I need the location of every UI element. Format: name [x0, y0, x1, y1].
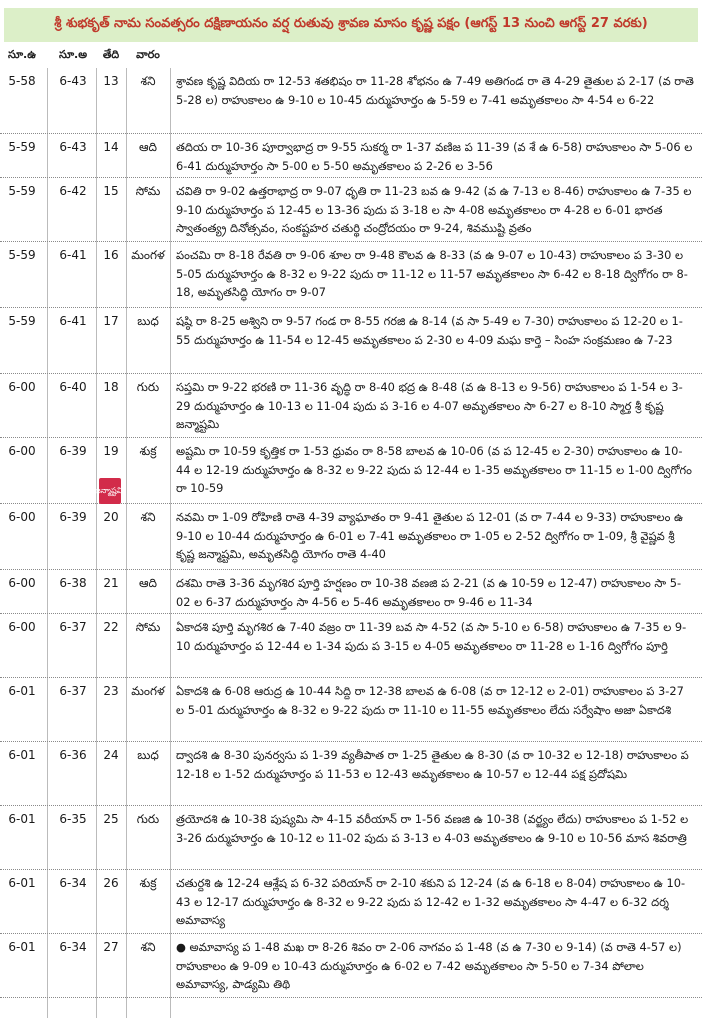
- date-cell: 21: [103, 576, 119, 590]
- weekday-cell: గురు: [136, 812, 160, 826]
- table-row: [0, 678, 702, 742]
- sunset-cell: 6-41: [59, 248, 87, 262]
- day-details: దశమి రాతె 3-36 మృగశిర పూర్తి హర్షణం రా 10-38 వణజి ప 2-21 (వ ఉ 10-59 ల 12-47) రాహుకాలం సా 5-02 ల 6-37 దుర్ముహూర్తం సా 4-56 ల 5-46 అమృతకాలం రా 9-46 ల 11-34: [176, 576, 682, 609]
- sunset-cell: 6-38: [59, 576, 87, 590]
- sunrise-cell: 6-01: [8, 940, 36, 954]
- header-weekday: వారం: [136, 48, 160, 61]
- panchangam-table: [0, 68, 702, 998]
- day-details: ఏకాదశి ఉ 6-08 ఆరుద్ర ఉ 10-44 సిద్ది రా 12-38 బాలవ ఉ 6-08 (వ రా 12-12 ల 2-01) రాహుకాలం ప 3-27 ల 5-01 దుర్ముహూర్తం ఉ 8-32 ల 9-22 పుదు రా 11-10 ల 11-55 అమృతకాలం లేదు సర్వేషాం అజా ఏకాదశి: [176, 684, 684, 717]
- date-cell: 20: [103, 510, 119, 524]
- table-row: [0, 134, 702, 178]
- sunset-cell: 6-42: [59, 184, 87, 198]
- weekday-cell: శుక్ర: [139, 444, 157, 458]
- day-details: చతుర్దశి ఉ 12-24 ఆశ్లేష ప 6-32 పరియాన్ రా 2-10 శకుని ప 12-24 (వ ఉ 6-18 ల 8-04) రాహుకాలం ఉ 10-43 ల 12-17 దుర్ముహూర్తం ఉ 8-32 ల 9-22 పుదు ప 12-42 ల 1-32 అమృతకాలం సా 4-47 ల 6-32 దర్శ అమావాస్య: [176, 876, 686, 928]
- date-cell: 16: [103, 248, 119, 262]
- sunset-cell: 6-43: [59, 140, 87, 154]
- sunrise-cell: 6-00: [8, 380, 36, 394]
- weekday-cell: శని: [140, 940, 156, 954]
- table-row: [0, 504, 702, 570]
- weekday-cell: బుధ: [137, 314, 159, 328]
- date-cell: 14: [103, 140, 119, 154]
- day-details: తదియ రా 10-36 పూర్వాభాద్ర రా 9-55 సుకర్మ రా 1-37 వణిజ ప 11-39 (వ శే ఉ 6-58) రాహుకాలం సా 5-06 ల 6-41 దుర్ముహూర్తం సా 5-00 ల 5-50 అమృతకాలం ప 2-26 ల 3-56: [176, 140, 693, 173]
- sunrise-cell: 5-59: [8, 314, 36, 328]
- date-cell: 26: [103, 876, 119, 890]
- table-row: [0, 870, 702, 934]
- sunrise-cell: 5-59: [8, 140, 36, 154]
- date-cell: 27: [103, 940, 119, 954]
- date-cell: 19: [103, 444, 119, 458]
- sunrise-cell: 6-00: [8, 620, 36, 634]
- table-header: [0, 46, 702, 66]
- day-details: శ్రావణ కృష్ణ విదియ రా 12-53 శతభిషం రా 11-28 శోభనం ఉ 7-49 అతిగండ రా తె 4-29 తైతుల ప 2-17 (వ రాతె 5-28 ల) రాహుకాలం ఉ 9-10 ల 10-45 దుర్ముహూర్తం ఉ 5-59 ల 7-41 అమృతకాలం సా 4-54 ల 6-22: [176, 74, 694, 107]
- sunrise-cell: 6-00: [8, 510, 36, 524]
- sunrise-cell: 6-00: [8, 444, 36, 458]
- header-sunset: సూ.అ: [58, 48, 88, 61]
- date-cell: 22: [103, 620, 119, 634]
- table-row: [0, 806, 702, 870]
- date-cell: 15: [103, 184, 119, 198]
- sunset-cell: 6-40: [59, 380, 87, 394]
- day-details: చవితి రా 9-02 ఉత్తరాభాద్ర రా 9-07 ధృతి రా 11-23 బవ ఉ 9-42 (వ ఉ 7-13 ల 8-46) రాహుకాలం ఉ 7-35 ల 9-10 దుర్ముహూర్తం ప 12-45 ల 13-36 పుదు ప 3-18 ల సా 4-08 అమృతకాలం రా 4-28 ల 6-01 భారత స్వాతంత్య్ర దినోత్సవం, సంకష్టహర చతుర్థి చంద్రోదయం రా 9-24, శివముష్టి వ్రతం: [176, 184, 692, 236]
- sunset-cell: 6-39: [59, 510, 87, 524]
- weekday-cell: ఆది: [138, 140, 158, 154]
- sunrise-cell: 6-01: [8, 748, 36, 762]
- day-details: ద్వాదశి ఉ 8-30 పునర్వసు ప 1-39 వ్యతీపాత రా 1-25 తైతుల ఉ 8-30 (వ రా 10-32 ల 12-18) రాహుకాలం ప 12-18 ల 1-52 దుర్ముహూర్తం ప 11-53 ల 12-43 అమృతకాలం ఉ 10-57 ల 12-44 పక్ష ప్రదోషమి: [176, 748, 689, 781]
- sunrise-cell: 6-01: [8, 812, 36, 826]
- sunset-cell: 6-34: [59, 876, 87, 890]
- sunrise-cell: 6-00: [8, 576, 36, 590]
- table-row: [0, 68, 702, 134]
- day-details: షష్ఠి రా 8-25 అశ్విని రా 9-57 గండ రా 8-55 గరజి ఉ 8-14 (వ సా 5-49 ల 7-30) రాహుకాలం ప 12-20 ల 1-55 దుర్ముహూర్తం ఉ 11-54 ల 12-45 అమృతకాలం ప 2-30 ల 4-09 మఘ కార్తె – సింహ సంక్రమణం ఉ 7-23: [176, 314, 683, 347]
- day-details: త్రయోదశి ఉ 10-38 పుష్యమి సా 4-15 వరీయాన్ రా 1-56 వణజి ఉ 10-38 (వర్జ్యం లేదు) రాహుకాలం ప 1-52 ల 3-26 దుర్ముహూర్తం ఉ 10-12 ల 11-02 పుదు ప 3-13 ల 4-03 అమృతకాలం ఉ 9-10 ల 10-56 మాస శివరాత్రి: [176, 812, 689, 845]
- weekday-cell: శని: [140, 74, 156, 88]
- day-details: అష్టమి రా 10-59 కృత్తిక రా 1-53 ధ్రువం రా 8-58 బాలవ ఉ 10-06 (వ ప 12-45 ల 2-30) రాహుకాలం ఉ 10-44 ల 12-19 దుర్ముహూర్తం ఉ 8-32 ల 9-22 పుదు ప 12-44 ల 1-35 అమృతకాలం రా 11-15 ల 1-00 ద్విగోగం రా 10-59: [176, 444, 692, 496]
- day-details: ● అమావాస్య ప 1-48 మఖ రా 8-26 శివం రా 2-06 నాగవం ప 1-48 (వ ఉ 7-30 ల 9-14) (వ రాతె 4-57 ల) రాహుకాలం ఉ 9-09 ల 10-43 దుర్ముహూర్తం ఉ 6-02 ల 7-42 అమృతకాలం సా 5-50 ల 7-34 పోలాల అమావాస్య, పాడ్యమి తిథి: [176, 940, 682, 992]
- date-cell: 18: [103, 380, 119, 394]
- sunset-cell: 6-35: [59, 812, 87, 826]
- sunset-cell: 6-43: [59, 74, 87, 88]
- sunrise-cell: 5-59: [8, 248, 36, 262]
- table-row: [0, 934, 702, 998]
- table-row: [0, 178, 702, 242]
- date-cell: 13: [103, 74, 119, 88]
- day-details: పంచమి రా 8-18 రేవతి రా 9-06 శూల రా 9-48 కౌలవ ఉ 8-33 (వ ఉ 9-07 ల 10-43) రాహుకాలం ప 3-30 ల 5-05 దుర్ముహూర్తం ఉ 8-32 ల 9-22 పుదు రా 11-12 ల 11-57 అమృతకాలం సా 6-42 ల 8-18 ద్విగోగం రా 8-18, అమృతసిద్ధి యోగం రా 9-07: [176, 248, 688, 300]
- table-row: [0, 242, 702, 308]
- sunset-cell: 6-36: [59, 748, 87, 762]
- table-row: [0, 614, 702, 678]
- sunrise-cell: 6-01: [8, 684, 36, 698]
- weekday-cell: గురు: [136, 380, 160, 394]
- table-row: [0, 308, 702, 374]
- weekday-cell: సోమ: [135, 184, 161, 198]
- day-details: నవమి రా 1-09 రోహిణి రాతె 4-39 వ్యాఘాతం రా 9-41 తైతుల ప 12-01 (వ రా 7-44 ల 9-33) రాహుకాలం ఉ 9-10 ల 10-44 దుర్ముహూర్తం ఉ 6-01 ల 7-41 అమృతకాలం రా 1-05 ల 2-52 ద్విగోగం రా 1-09, శ్రీ వైష్ణవ శ్రీ కృష్ణ జన్మాష్టమి, అమృతసిద్ధి యోగం రాతె 4-40: [176, 510, 684, 562]
- table-row: [0, 742, 702, 806]
- sunset-cell: 6-37: [59, 620, 87, 634]
- sunrise-cell: 5-58: [8, 74, 36, 88]
- date-cell: 17: [103, 314, 119, 328]
- sunrise-cell: 6-01: [8, 876, 36, 890]
- month-banner: శ్రీ శుభకృత్ నామ సంవత్సరం దక్షిణాయనం వర్ష రుతువు శ్రావణ మాసం కృష్ణ పక్షం (ఆగస్ట్ 13 నుంచి ఆగస్ట్ 27 వరకు): [4, 8, 698, 42]
- sunset-cell: 6-37: [59, 684, 87, 698]
- weekday-cell: మంగళ: [131, 248, 165, 262]
- date-cell: 25: [103, 812, 119, 826]
- sunset-cell: 6-34: [59, 940, 87, 954]
- table-row: [0, 374, 702, 438]
- weekday-cell: మంగళ: [131, 684, 165, 698]
- sunset-cell: 6-39: [59, 444, 87, 458]
- weekday-cell: శుక్ర: [139, 876, 157, 890]
- weekday-cell: సోమ: [135, 620, 161, 634]
- sunrise-cell: 5-59: [8, 184, 36, 198]
- janmashtami-stamp: జన్మాష్టమి: [99, 478, 121, 504]
- header-sunrise: సూ.ఉ: [7, 48, 37, 61]
- header-date: తేది: [102, 48, 120, 61]
- day-details: ఏకాదశి పూర్తి మృగశిర ఉ 7-40 వజ్రం రా 11-39 బవ సా 4-52 (వ సా 5-10 ల 6-58) రాహుకాలం ఉ 7-35 ల 9-10 దుర్ముహూర్తం ప 12-44 ల 1-34 పుదు ప 3-15 ల 4-05 అమృతకాలం రా 11-28 ల 1-16 ద్విగోగం పూర్తి: [176, 620, 687, 653]
- day-details: సప్తమి రా 9-22 భరణి రా 11-36 వృద్ధి రా 8-40 భద్ర ఉ 8-48 (వ ఉ 8-13 ల 9-56) రాహుకాలం ప 1-54 ల 3-29 దుర్ముహూర్తం ఉ 10-13 ల 11-04 పుదు ప 3-16 ల 4-07 అమృతకాలం సా 6-27 ల 8-10 స్మార్త శ్రీ కృష్ణ జన్మాష్టమి: [176, 380, 683, 432]
- table-row: [0, 570, 702, 614]
- weekday-cell: బుధ: [137, 748, 159, 762]
- weekday-cell: శని: [140, 510, 156, 524]
- date-cell: 24: [103, 748, 119, 762]
- date-cell: 23: [103, 684, 119, 698]
- weekday-cell: ఆది: [138, 576, 158, 590]
- sunset-cell: 6-41: [59, 314, 87, 328]
